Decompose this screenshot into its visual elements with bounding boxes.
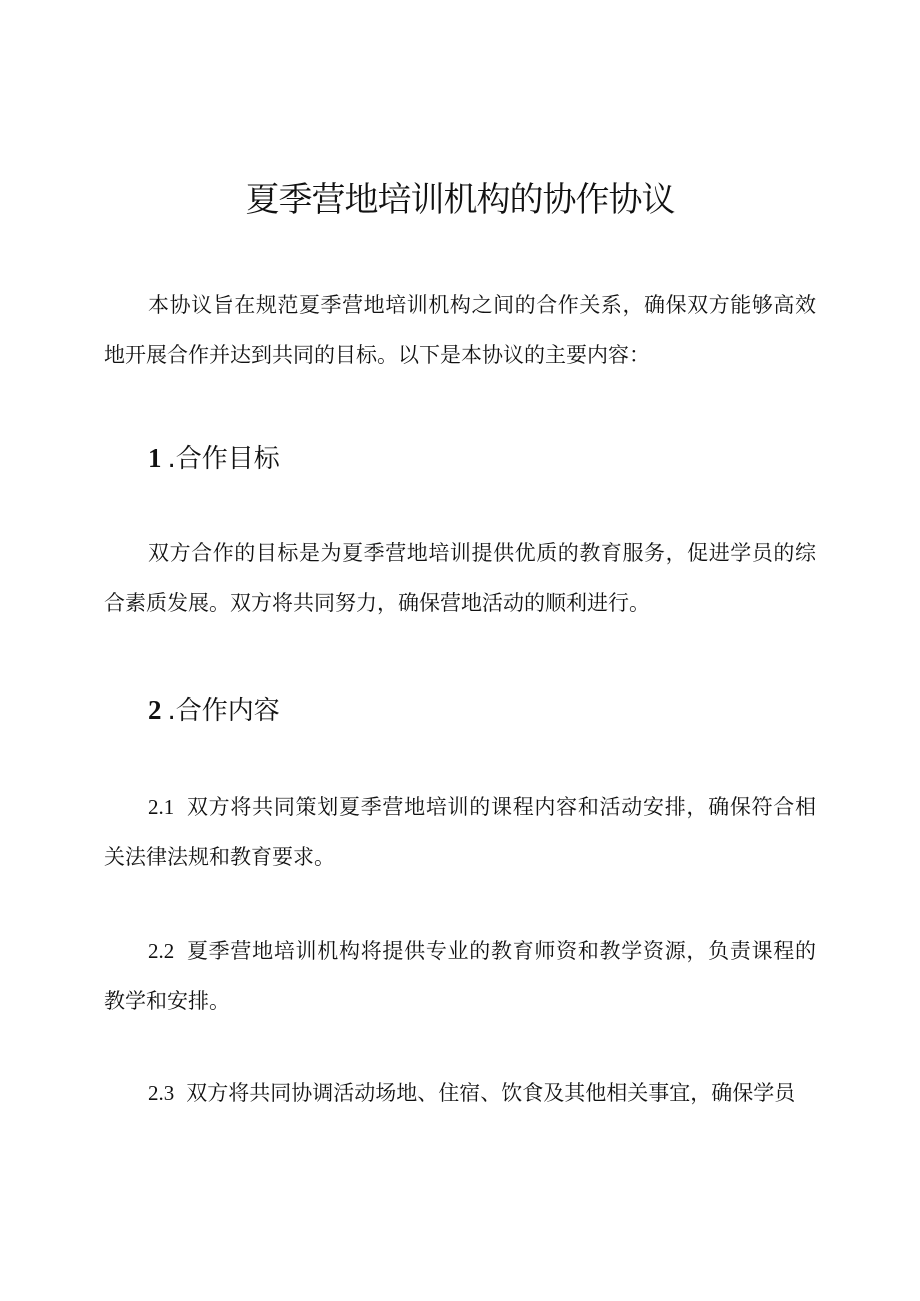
clause-paragraph (104, 926, 816, 1026)
section-heading-content (148, 690, 280, 731)
section-number: 1 (148, 443, 162, 473)
goals-paragraph: 双方合作的目标是为夏季营地培训提供优质的教育服务，促进学员的综合素质发展。双方将共同努力，确保营地活动的顺利进行。 (104, 541, 816, 615)
clause-number: 2.3 (148, 1081, 175, 1105)
clause-paragraph (104, 782, 816, 882)
clause-text: 夏季营地培训机构将提供专业的教育师资和教学资源，负责课程的教学和安排。 (104, 939, 816, 1013)
clause-text: 双方将共同协调活动场地、住宿、饮食及其他相关事宜，确保学员 (186, 1081, 796, 1105)
document-title: 夏季营地培训机构的协作协议 (245, 180, 675, 220)
clause-number: 2.1 (148, 795, 175, 819)
intro-paragraph: 本协议旨在规范夏季营地培训机构之间的合作关系，确保双方能够高效地开展合作并达到共同的目标。以下是本协议的主要内容： (104, 293, 816, 367)
clause-text: 双方将共同策划夏季营地培训的课程内容和活动安排，确保符合相关法律法规和教育要求。 (104, 795, 816, 869)
clause-paragraph (104, 1068, 816, 1118)
section-title: .合作内容 (167, 696, 280, 726)
clause-number: 2.2 (148, 939, 175, 963)
section-number: 2 (148, 695, 162, 725)
section-title: .合作目标 (167, 444, 280, 474)
section-heading-goals (148, 438, 280, 479)
